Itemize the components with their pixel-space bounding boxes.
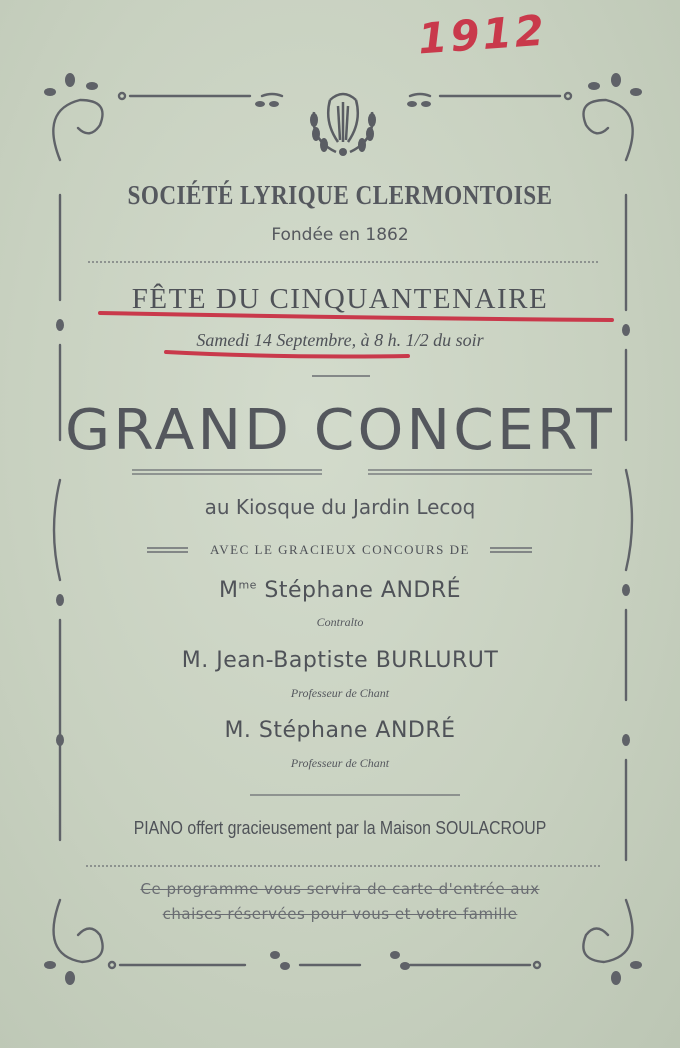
performer-1-role: Contralto <box>316 615 364 629</box>
performer-2: M. Jean-Baptiste BURLURUT <box>181 648 499 673</box>
crossed-out-line-1: Ce programme vous servira de carte d'entrée aux <box>140 880 540 898</box>
handwritten-year: 1912 <box>416 5 549 64</box>
avec-line: AVEC LE GRACIEUX CONCOURS DE <box>210 542 470 557</box>
event-date: Samedi 14 Septembre, à 8 h. 1/2 du soir <box>196 330 484 350</box>
performer-2-role: Professeur de Chant <box>290 686 390 700</box>
performer-1: $M^{me}$ Stéphane ANDRÉ <box>218 578 462 603</box>
performer-3-role: Professeur de Chant <box>290 756 390 770</box>
event-title: FÊTE DU CINQUANTENAIRE <box>131 283 549 315</box>
society-name: SOCIÉTÉ LYRIQUE CLERMONTOISE <box>127 180 553 210</box>
founded-line: Fondée en 1862 <box>271 225 409 245</box>
venue-line: au Kiosque du Jardin Lecoq <box>204 495 476 519</box>
crossed-out-line-2: chaises réservées pour vous et votre famille <box>162 905 518 923</box>
concert-title: GRAND CONCERT <box>65 398 615 463</box>
performer-3: M. Stéphane ANDRÉ <box>224 718 456 743</box>
piano-credit: PIANO offert gracieusement par la Maison SOULACROUP <box>133 818 547 838</box>
